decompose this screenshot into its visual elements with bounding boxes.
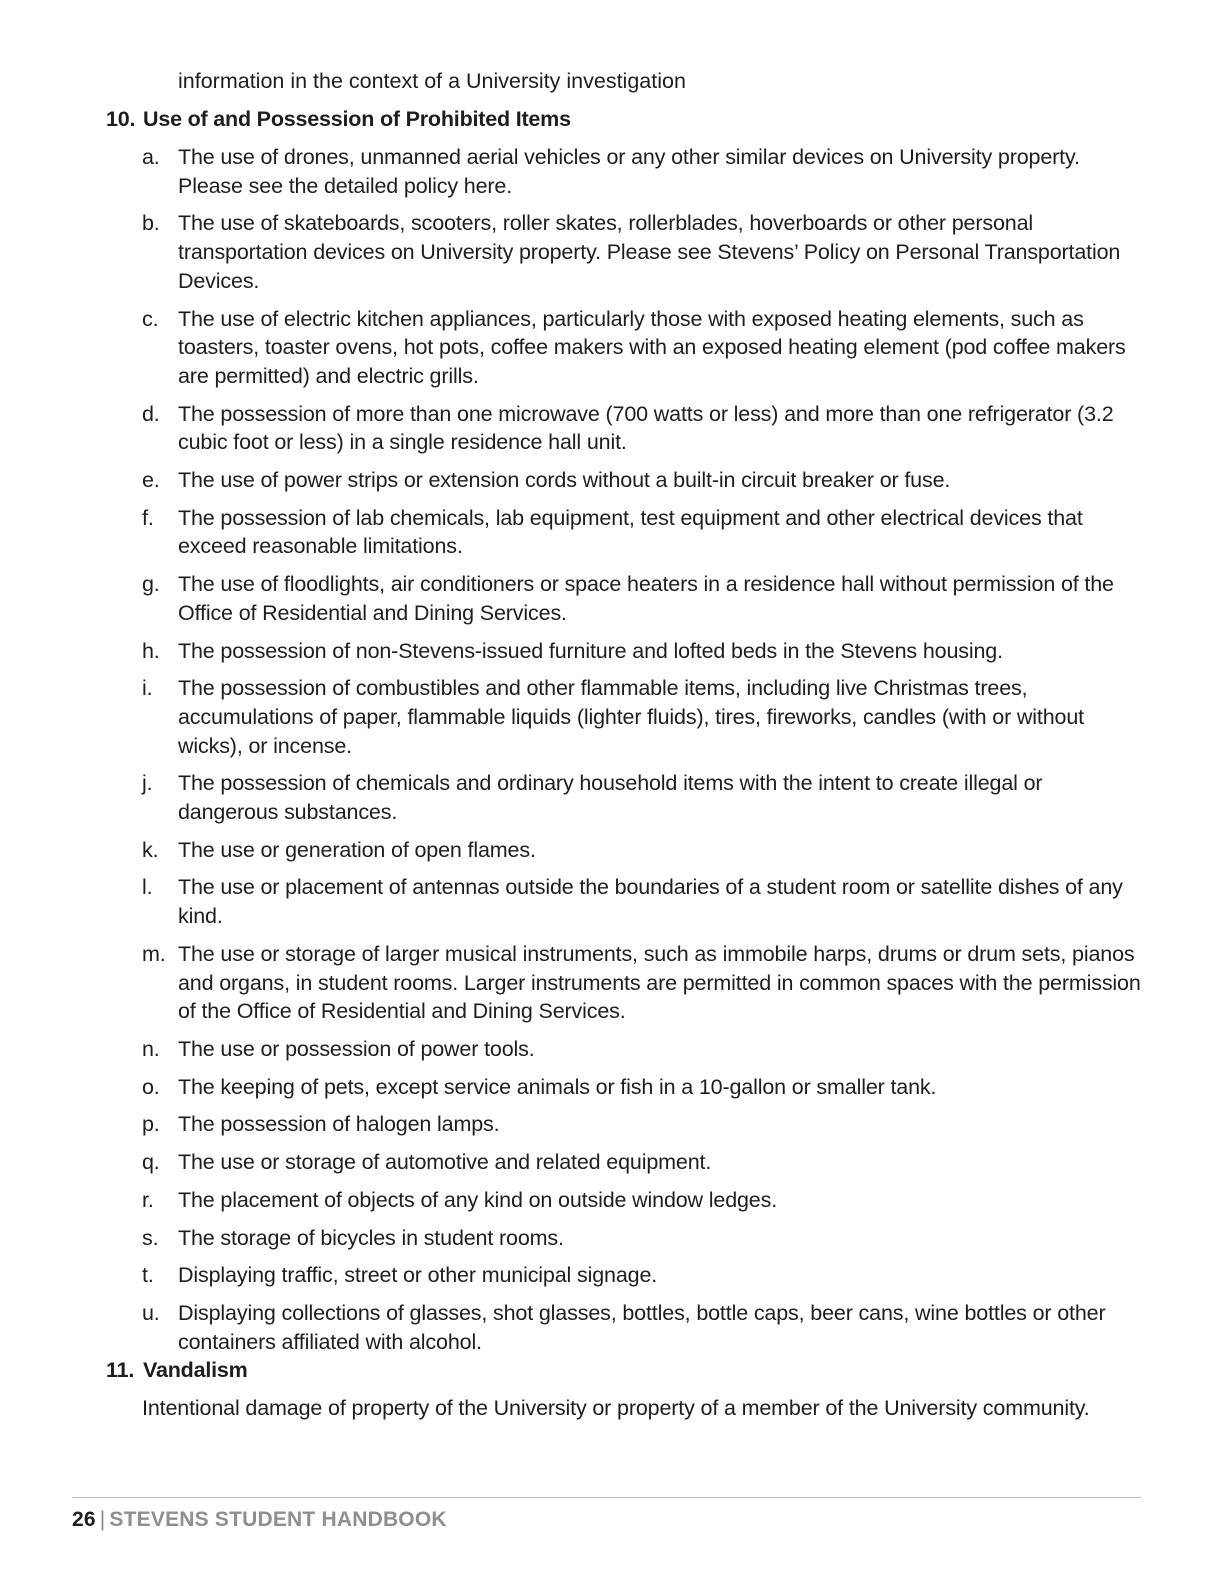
- item-text: Displaying traffic, street or other municipal signage.: [178, 1263, 658, 1288]
- item-letter: m.: [142, 941, 166, 966]
- list-item: [106, 143, 1146, 200]
- page-footer: [72, 1506, 447, 1534]
- section-heading: [106, 1356, 1146, 1384]
- list-item: [106, 400, 1146, 457]
- section-prohibited-items: [106, 105, 1146, 1356]
- prohibited-items-list: [106, 143, 1146, 1356]
- item-letter: n.: [142, 1036, 160, 1061]
- list-item: [106, 1035, 1146, 1064]
- item-text: The storage of bicycles in student rooms.: [178, 1225, 564, 1250]
- item-letter: a.: [142, 145, 160, 169]
- item-letter: s.: [142, 1225, 159, 1250]
- footer-title: STEVENS STUDENT HANDBOOK: [109, 1508, 447, 1531]
- list-item: [106, 1073, 1146, 1102]
- item-text: The use or possession of power tools.: [178, 1036, 535, 1061]
- item-letter: d.: [142, 401, 160, 426]
- item-letter: c.: [142, 306, 159, 331]
- list-item: [106, 570, 1146, 627]
- item-letter: b.: [142, 211, 160, 236]
- section-number: 11.: [106, 1358, 135, 1382]
- item-text: Displaying collections of glasses, shot glasses, bottles, bottle caps, beer cans, wine bottles or other containers affiliated with alcohol.: [178, 1300, 1106, 1354]
- list-item: [106, 504, 1146, 561]
- item-letter: q.: [142, 1150, 160, 1175]
- list-item: [106, 466, 1146, 495]
- item-letter: l.: [142, 875, 153, 900]
- list-item: [106, 305, 1146, 391]
- item-letter: e.: [142, 468, 160, 493]
- list-item: [106, 1261, 1146, 1290]
- page-number: 26: [72, 1508, 96, 1531]
- footer-separator: |: [99, 1508, 106, 1531]
- list-item: [106, 873, 1146, 930]
- item-text: The placement of objects of any kind on outside window ledges.: [178, 1187, 778, 1212]
- item-letter: o.: [142, 1074, 160, 1099]
- item-text: The use or generation of open flames.: [178, 837, 536, 862]
- section-vandalism: [106, 1356, 1146, 1422]
- item-text: The possession of halogen lamps.: [178, 1112, 500, 1137]
- item-text: The use of drones, unmanned aerial vehicles or any other similar devices on University property. Please see the detailed policy here.: [178, 145, 1080, 198]
- item-letter: u.: [142, 1300, 160, 1325]
- item-text: The possession of combustibles and other flammable items, including live Christmas trees, accumulations of paper, flammable liquids (lighter fluids), tires, fireworks, candles (with or without wicks), or incense.: [178, 676, 1084, 758]
- item-letter: f.: [142, 505, 154, 530]
- list-item: [106, 940, 1146, 1026]
- item-text: The use of power strips or extension cords without a built-in circuit breaker or fuse.: [178, 468, 951, 493]
- item-text: The use of electric kitchen appliances, particularly those with exposed heating elements, such as toasters, toaster ovens, hot pots, coffee makers with an exposed heating element (pod coffee makers are permitted) and electric grills.: [178, 306, 1126, 388]
- item-text: The use or storage of automotive and related equipment.: [178, 1150, 712, 1175]
- list-item: [106, 1186, 1146, 1215]
- item-letter: j.: [142, 771, 153, 796]
- list-item: [106, 836, 1146, 865]
- list-item: [106, 1299, 1146, 1356]
- list-item: [106, 674, 1146, 760]
- footer-divider: [72, 1497, 1141, 1498]
- section-title: Use of and Possession of Prohibited Items: [143, 107, 571, 131]
- list-item: [106, 769, 1146, 826]
- continuation-text: information in the context of a University investigation: [178, 69, 686, 93]
- item-letter: t.: [142, 1263, 154, 1288]
- item-text: The use of skateboards, scooters, roller skates, rollerblades, hoverboards or other personal transportation devices on University property. Please see Stevens’ Policy on Personal Transportation Devices.: [178, 211, 1121, 293]
- item-text: The possession of non-Stevens-issued furniture and lofted beds in the Stevens housing.: [178, 638, 1003, 663]
- item-text: The possession of lab chemicals, lab equipment, test equipment and other electrical devices that exceed reasonable limitations.: [178, 505, 1083, 559]
- item-text: The possession of more than one microwave (700 watts or less) and more than one refrigerator (3.2 cubic foot or less) in a single residence hall unit.: [178, 401, 1114, 455]
- list-item: [106, 209, 1146, 295]
- item-letter: g.: [142, 572, 160, 597]
- vandalism-body: Intentional damage of property of the University or property of a member of the University community.: [142, 1396, 1090, 1420]
- item-text: The use of floodlights, air conditioners or space heaters in a residence hall without permission of the Office of Residential and Dining Services.: [178, 572, 1114, 625]
- item-letter: h.: [142, 638, 160, 663]
- item-letter: i.: [142, 676, 153, 701]
- section-number: 10.: [106, 107, 136, 131]
- item-text: The keeping of pets, except service animals or fish in a 10-gallon or smaller tank.: [178, 1074, 937, 1099]
- section-title: Vandalism: [143, 1358, 248, 1382]
- list-item: [106, 1148, 1146, 1177]
- item-text: The use or placement of antennas outside the boundaries of a student room or satellite dishes of any kind.: [178, 875, 1123, 929]
- list-item: [106, 1110, 1146, 1139]
- item-text: The possession of chemicals and ordinary household items with the intent to create illegal or dangerous substances.: [178, 771, 1043, 825]
- item-text: The use or storage of larger musical instruments, such as immobile harps, drums or drum sets, pianos and organs, in student rooms. Larger instruments are permitted in common spaces with the permission of the Office of Residential and Dining Services.: [178, 941, 1141, 1024]
- item-letter: k.: [142, 837, 159, 862]
- list-item: [106, 1224, 1146, 1253]
- list-item: [106, 637, 1146, 666]
- section-heading: [106, 105, 1146, 133]
- item-letter: r.: [142, 1187, 154, 1212]
- item-letter: p.: [142, 1112, 160, 1137]
